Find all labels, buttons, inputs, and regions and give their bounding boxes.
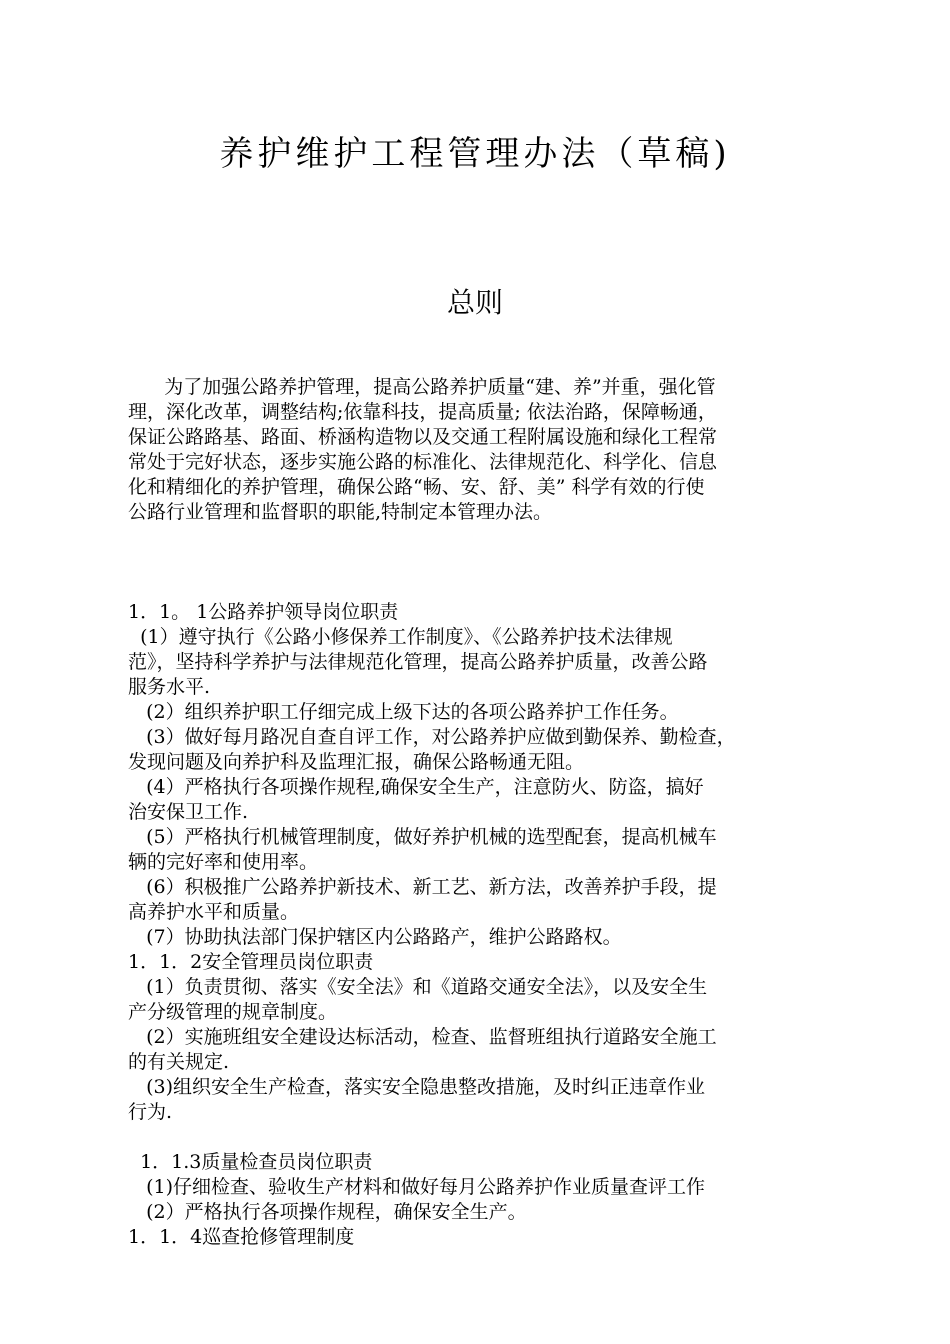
body-line: (3)组织安全生产检查，落实安全隐患整改措施，及时纠正违章作业 <box>128 1076 706 1098</box>
body-line: (1)仔细检查、验收生产材料和做好每月公路养护作业质量查评工作 <box>128 1176 706 1198</box>
body-line: (1）负责贯彻、落实《安全法》和《道路交通安全法》，以及安全生 <box>128 976 708 998</box>
body-line: 1．1。 1公路养护领导岗位职责 <box>128 601 399 623</box>
body-line: (2）实施班组安全建设达标活动，检查、监督班组执行道路安全施工 <box>128 1026 717 1048</box>
blank-line <box>128 1125 838 1150</box>
body-line: (7）协助执法部门保护辖区内公路路产，维护公路路权。 <box>128 926 622 948</box>
body-line: 1．1．2安全管理员岗位职责 <box>128 951 374 973</box>
body-line: 行为. <box>128 1101 173 1123</box>
body-line: 产分级管理的规章制度。 <box>128 1001 338 1023</box>
intro-line: 理，深化改革，调整结构;依靠科技，提高质量; 依法治路，保障畅通， <box>128 401 717 423</box>
body-line: 治安保卫工作. <box>128 801 249 823</box>
body-line: 1．1.3质量检查员岗位职责 <box>128 1151 373 1173</box>
body-line: (1）遵守执行《公路小修保养工作制度》、《公路养护技术法律规 <box>128 626 673 648</box>
intro-line: 公路行业管理和监督职的职能,特制定本管理办法。 <box>128 501 553 523</box>
body-line: 辆的完好率和使用率。 <box>128 851 319 873</box>
body-line: (2）严格执行各项操作规程，确保安全生产。 <box>128 1201 527 1223</box>
body-line: (3）做好每月路况自查自评工作，对公路养护应做到勤保养、勤检查， <box>128 726 736 748</box>
body-line: 范》，坚持科学养护与法律规范化管理，提高公路养护质量，改善公路 <box>128 651 708 673</box>
intro-paragraph <box>128 375 838 525</box>
body-line: 的有关规定. <box>128 1051 230 1073</box>
body-line: 发现问题及向养护科及监理汇报，确保公路畅通无阻。 <box>128 751 585 773</box>
body-line: 服务水平. <box>128 676 211 698</box>
body-line: (4）严格执行各项操作规程,确保安全生产，注意防火、防盗，搞好 <box>128 776 704 798</box>
intro-line: 为了加强公路养护管理，提高公路养护质量“建、养”并重，强化管 <box>128 376 716 398</box>
document-title: 养护维护工程管理办法（草稿) <box>219 134 731 174</box>
body-line: (6）积极推广公路养护新技术、新工艺、新方法，改善养护手段，提 <box>128 876 717 898</box>
body-line: (5）严格执行机械管理制度，做好养护机械的选型配套，提高机械车 <box>128 826 717 848</box>
intro-line: 保证公路路基、路面、桥涵构造物以及交通工程附属设施和绿化工程常 <box>128 426 718 448</box>
intro-line: 化和精细化的养护管理，确保公路“畅、安、舒、美” 科学有效的行使 <box>128 476 705 498</box>
duties-section <box>128 600 838 1250</box>
intro-line: 常处于完好状态，逐步实施公路的标准化、法律规范化、科学化、信息 <box>128 451 718 473</box>
section-heading: 总则 <box>446 286 503 319</box>
body-line: (2）组织养护职工仔细完成上级下达的各项公路养护工作任务。 <box>128 701 679 723</box>
body-line: 高养护水平和质量。 <box>128 901 300 923</box>
body-line: 1．1．4巡查抢修管理制度 <box>128 1226 355 1248</box>
